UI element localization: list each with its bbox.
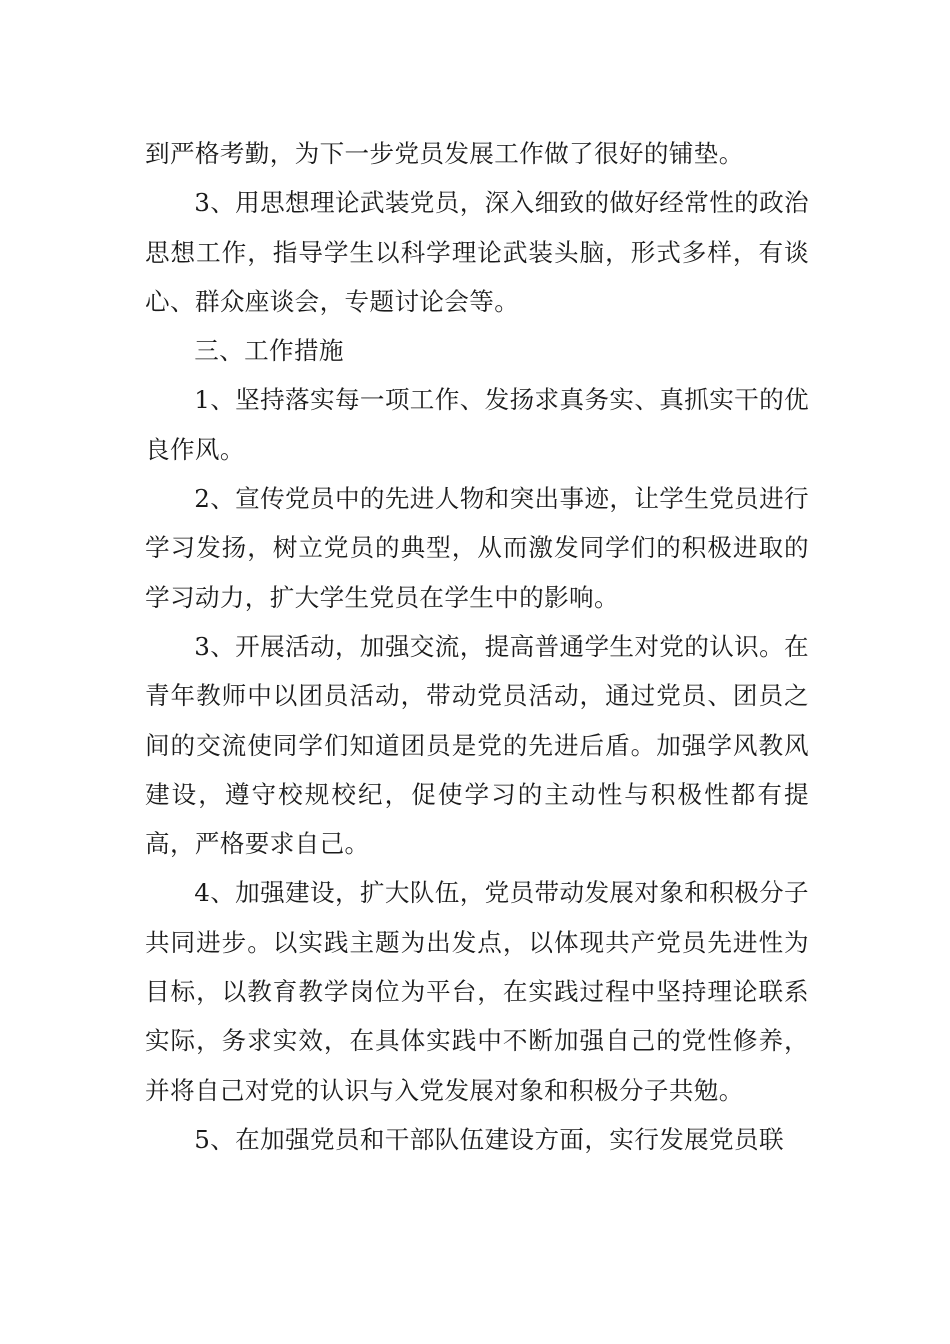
document-body (145, 129, 809, 1164)
paragraph-item-5-cadre-building: 5、在加强党员和干部队伍建设方面，实行发展党员联 (194, 1124, 784, 1154)
paragraph-continuation: 到严格考勤，为下一步党员发展工作做了很好的铺垫。 (145, 139, 744, 168)
section-heading-measures: 三、工作措施 (194, 336, 344, 366)
paragraph-item-1-work-style: 1、坚持落实每一项工作、发扬求真务实、真抓实干的优良作风。 (145, 385, 809, 464)
paragraph-item-3-ideology: 3、用思想理论武装党员，深入细致的做好经常性的政治思想工作，指导学生以科学理论武装头脑，形式多样，有谈心、群众座谈会，专题讨论会等。 (145, 188, 809, 316)
paragraph-item-2-publicity: 2、宣传党员中的先进人物和突出事迹，让学生党员进行学习发扬，树立党员的典型，从而激发同学们的积极进取的学习动力，扩大学生党员在学生中的影响。 (145, 484, 809, 612)
paragraph-item-4-team-building: 4、加强建设，扩大队伍，党员带动发展对象和积极分子共同进步。以实践主题为出发点，以体现共产党员先进性为目标，以教育教学岗位为平台，在实践过程中坚持理论联系实际，务求实效，在具体实践中不断加强自己的党性修养，并将自己对党的认识与入党发展对象和积极分子共勉。 (145, 878, 809, 1105)
paragraph-item-3-activities: 3、开展活动，加强交流，提高普通学生对党的认识。在青年教师中以团员活动，带动党员活动，通过党员、团员之间的交流使同学们知道团员是党的先进后盾。加强学风教风建设，遵守校规校纪，促使学习的主动性与积极性都有提高，严格要求自己。 (145, 631, 809, 859)
